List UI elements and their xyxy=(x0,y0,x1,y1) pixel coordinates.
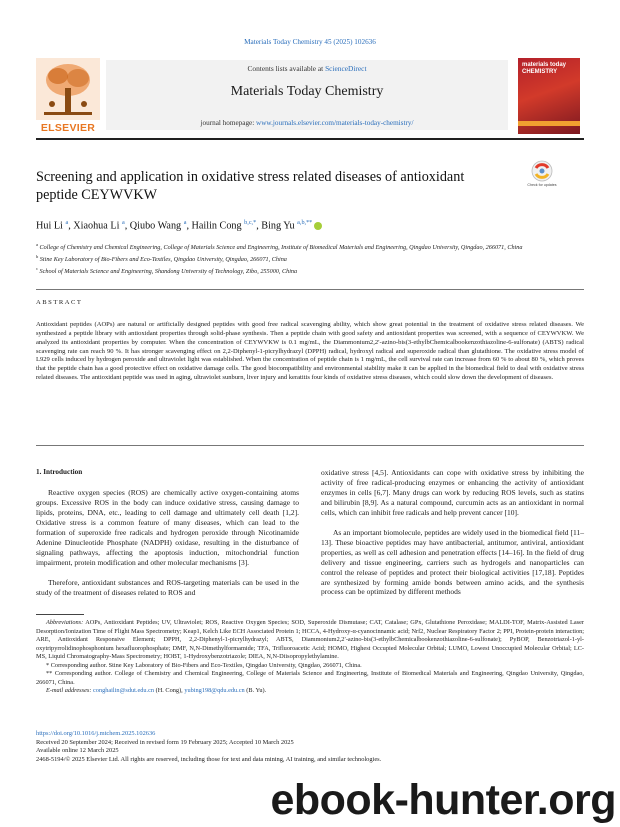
paragraph: Reactive oxygen species (ROS) are chemically active oxygen-containing atoms groups. Excessive ROS in the body can induce oxidative stress, causing damage to lipids, proteins, DNA, etc., leading to cell damage and ultimately cell death [1,2]. Oxidative stress is a common feature of many diseases, which can lead to the formation of superoxide free radicals and hydrogen peroxide through Nicotinamide Adenine Dinucleotide Phosphate (NADPH) oxidase, resulting in the disturbance of signaling pathways, affecting the apoptosis induction, mitochondrial function impairment, protein modification and other molecular mechanisms [3]. xyxy=(36,487,299,567)
elsevier-tree-icon xyxy=(36,58,100,120)
author-affiliation-mark[interactable]: b,c,* xyxy=(244,219,257,226)
email-link-yu[interactable]: yubing198@qdu.edu.cn xyxy=(184,687,245,694)
author[interactable]: Hailin Cong xyxy=(191,220,242,232)
contents-line xyxy=(106,64,508,73)
footnote-divider xyxy=(36,614,84,615)
affiliation-mark: a xyxy=(36,242,38,247)
email-label: E-mail addresses: xyxy=(46,687,92,694)
author-affiliation-mark[interactable]: a xyxy=(65,219,69,226)
abstract-divider-bottom xyxy=(36,445,584,446)
check-updates-icon xyxy=(527,160,557,182)
doi-link[interactable]: https://doi.org/10.1016/j.mtchem.2025.102636 xyxy=(36,730,156,737)
author-affiliation-mark[interactable]: a xyxy=(183,219,187,226)
corresponding-author-2: ** Corresponding author. College of Chemistry and Chemical Engineering, College of Materials Science and Engineering, Institute of Biomedical Materials and Engineering, Qingdao University, Qingdao, 266071, China. xyxy=(36,670,584,686)
abbreviations-text: AOPs, Antioxidant Peptides; UV, Ultraviolet; ROS, Reactive Oxygen Species; SOD, Superoxide Dismutase; CAT, Catalase; GPx, Glutathione Peroxidase; MALDI-TOF, Matrix-Assisted Laser Desorption/Ionization Time of Flight Mass Spectrometry; Keap1, Kelch Like ECH Associated Protein 1; HCCA, 4-Hydroxy-α-cyanocinnamic acid; Nrf2, Nuclear Respiratory Factor 2; PPI, Protein-protein interaction; ARE, Antioxidant Responsive Element; DPPH, 2,2-Diphenyl-1-picrylhydrazyl; ABTS, Diammonium2,2′-azino-bis(3-ethylbChemicalbookenzothiazoline-6-sulfonate); PyBOP, Benzotriazol-1-yl-oxytripyrrolidinophosphonium hexafluorophosphate; DMF, N,N-Dimethylformamide; TFA, Trifluoroacetic Acid; HOMO, Highest Occupied Molecular Orbital; LUMO, Lowest Unoccupied Molecular Orbital; LC-MS, Liquid Chromatography-Mass Spectrometry; HOBT, 1-Hydroxybenzotriazole; DIEA, N,N-Diisopropylethylamine. xyxy=(36,619,584,660)
homepage-prefix: journal homepage: xyxy=(200,119,257,127)
header-divider xyxy=(36,138,584,140)
journal-homepage xyxy=(106,119,508,127)
author-affiliation-mark[interactable]: a,b,** xyxy=(297,219,313,226)
contents-prefix: Contents lists available at xyxy=(247,64,326,73)
check-for-updates-button[interactable] xyxy=(527,160,557,190)
affiliation-mark: c xyxy=(36,266,38,272)
affiliation xyxy=(36,240,584,252)
orcid-icon[interactable] xyxy=(314,222,322,230)
copyright: 2468-5194/© 2025 Elsevier Ltd. All rights are reserved, including those for text and data mining, AI training, and similar technologies. xyxy=(36,755,382,763)
affiliation xyxy=(36,264,584,276)
author-list: Hui Li $^a$, Xiaohua Li $^a$, Qiubo Wang $^a$, Hailin Cong $^{b,c,*}$, Bing Yu $^{a,b,**}$ xyxy=(36,219,584,231)
sciencedirect-link[interactable]: ScienceDirect xyxy=(325,64,367,73)
journal-cover-image[interactable] xyxy=(518,58,580,134)
email-owner: (H. Cong), xyxy=(154,687,185,694)
affiliations xyxy=(36,240,584,276)
section-heading-introduction: 1. Introduction xyxy=(36,468,83,476)
journal-name: Materials Today Chemistry xyxy=(230,84,384,99)
affiliation-mark: b xyxy=(36,254,39,260)
abstract-heading: ABSTRACT xyxy=(36,299,83,306)
abbreviations-label: Abbreviations: xyxy=(46,619,84,626)
received-dates: Received 20 September 2024; Received in revised form 19 February 2025; Accepted 10 March 2025 xyxy=(36,738,294,746)
author[interactable]: Bing Yu xyxy=(261,220,295,232)
homepage-link[interactable]: www.journals.elsevier.com/materials-today-chemistry/ xyxy=(256,119,414,127)
affiliation-text: College of Chemistry and Chemical Engineering, College of Materials Science and Engineering, Institute of Biomedical Materials and Engineering, Qingdao University, Qingdao, 266071, China xyxy=(39,244,523,252)
elsevier-logo[interactable] xyxy=(36,58,100,134)
email-footnote xyxy=(36,687,584,696)
elsevier-wordmark: ELSEVIER xyxy=(40,122,96,134)
article-title: Screening and application in oxidative stress related diseases of antioxidant peptide CEYWVKW xyxy=(36,169,465,203)
masthead xyxy=(36,58,584,136)
available-online: Available online 12 March 2025 xyxy=(36,747,119,755)
article-metadata xyxy=(36,730,584,764)
affiliation xyxy=(36,252,584,264)
footnotes xyxy=(36,619,584,696)
body-column-right xyxy=(321,468,584,607)
check-updates-label: Check for updates xyxy=(527,183,557,187)
cover-band xyxy=(518,121,580,126)
cover-title: materials today CHEMISTRY xyxy=(522,62,567,75)
paragraph: Therefore, antioxidant substances and ROS-targeting materials can be used in the study of the treatment of diseases related to ROS and xyxy=(36,577,299,597)
abstract-divider-top xyxy=(36,289,584,290)
affiliation-text: Stine Key Laboratory of Bio-Fibers and Eco-Textiles, Qingdao University, Qingdao, 266071, China xyxy=(39,256,287,264)
journal-citation[interactable]: Materials Today Chemistry 45 (2025) 102636 xyxy=(244,38,376,46)
affiliation-text: School of Materials Science and Engineering, Shandong University of Technology, Zibo, 255000, China xyxy=(39,268,298,276)
corresponding-author-1: * Corresponding author. Stine Key Laboratory of Bio-Fibers and Eco-Textiles, Qingdao University, Qingdao, 266071, China. xyxy=(46,661,362,669)
abbreviations-footnote xyxy=(36,619,584,662)
paragraph: As an important biomolecule, peptides are widely used in the biomedical field [11–13]. These bioactive peptides may have antibacterial, antitumor, antiviral, antioxidant properties, as well as cell adhesion and penetration effects [14–16]. In the field of drug delivery and tissue engineering, carriers such as hydrogels and nanoparticles can control the release of peptides and protect their biological activities [17,18]. Peptides are synthesized by forming amide bonds between amino acids, and the synthesis process can be optimized by different methods xyxy=(321,527,584,597)
paragraph: oxidative stress [4,5]. Antioxidants can cope with oxidative stress by inhibiting the activity of free radical-producing enzymes or enhancing the activity of antioxidant enzymes in cells [6,7]. Many drugs can work by reducing ROS levels, such as statins and bilirubin [8,9]. As a natural compound, curcumin acts as an antioxidant in normal cells, which can inhibit free radicals and help prevent cancer [10]. xyxy=(321,468,584,517)
watermark-text: ebook-hunter.org xyxy=(270,776,616,824)
email-owner: (B. Yu). xyxy=(244,687,267,694)
author-affiliation-mark[interactable]: a xyxy=(121,219,125,226)
author[interactable]: Hui Li xyxy=(36,220,63,232)
email-link-cong[interactable]: conghailin@sdut.edu.cn xyxy=(93,687,155,694)
author[interactable]: Xiaohua Li xyxy=(73,220,120,232)
abstract-text: Antioxidant peptides (AOPs) are natural or artificially designed peptides with good free radical scavenging ability, which show great potential in the treatment of oxidative stress related diseases. We synthesized a peptide library with antioxidant properties through solid-phase synthesis. Then a peptide chain with good safety and antioxidant properties was screened, with a sequence of CEYWVKW. We analyzed its antioxidant properties by computer. When the concentration of CEYWVKW is 0.1 mg/mL, the Diammonium2,2′-azino-bis(3-ethylbChemicalbookenzothiazoline-6-sulfonate) (ABTS) radical scavenging rate can reach 90 %. It has stronger scavenging effect on 2,2-Diphenyl-1-picrylhydrazyl (DPPH) radical, hydroxyl radical and superoxide radical than glutathione. The oxidative stress model of L929 cells induced by hydrogen peroxide and ultraviolet light was established. When the concentration of peptide chain is 1 mg/mL, the cell survival rate can increase from 60 % to about 80 %, which proves that the peptide chain has a good protective effect on oxidative damage cells. The good biocompatibility and environmental stability make it can be applied in the biomedical field to deal with oxidative stress related diseases. The antioxidant peptide was used in aging, ultraviolet sunburn, liver injury and keratitis four kinds of oxidative stress diseases, which could slow down the development of diseases. xyxy=(36,321,584,382)
author[interactable]: Qiubo Wang xyxy=(129,220,182,232)
body-column-left xyxy=(36,468,299,607)
